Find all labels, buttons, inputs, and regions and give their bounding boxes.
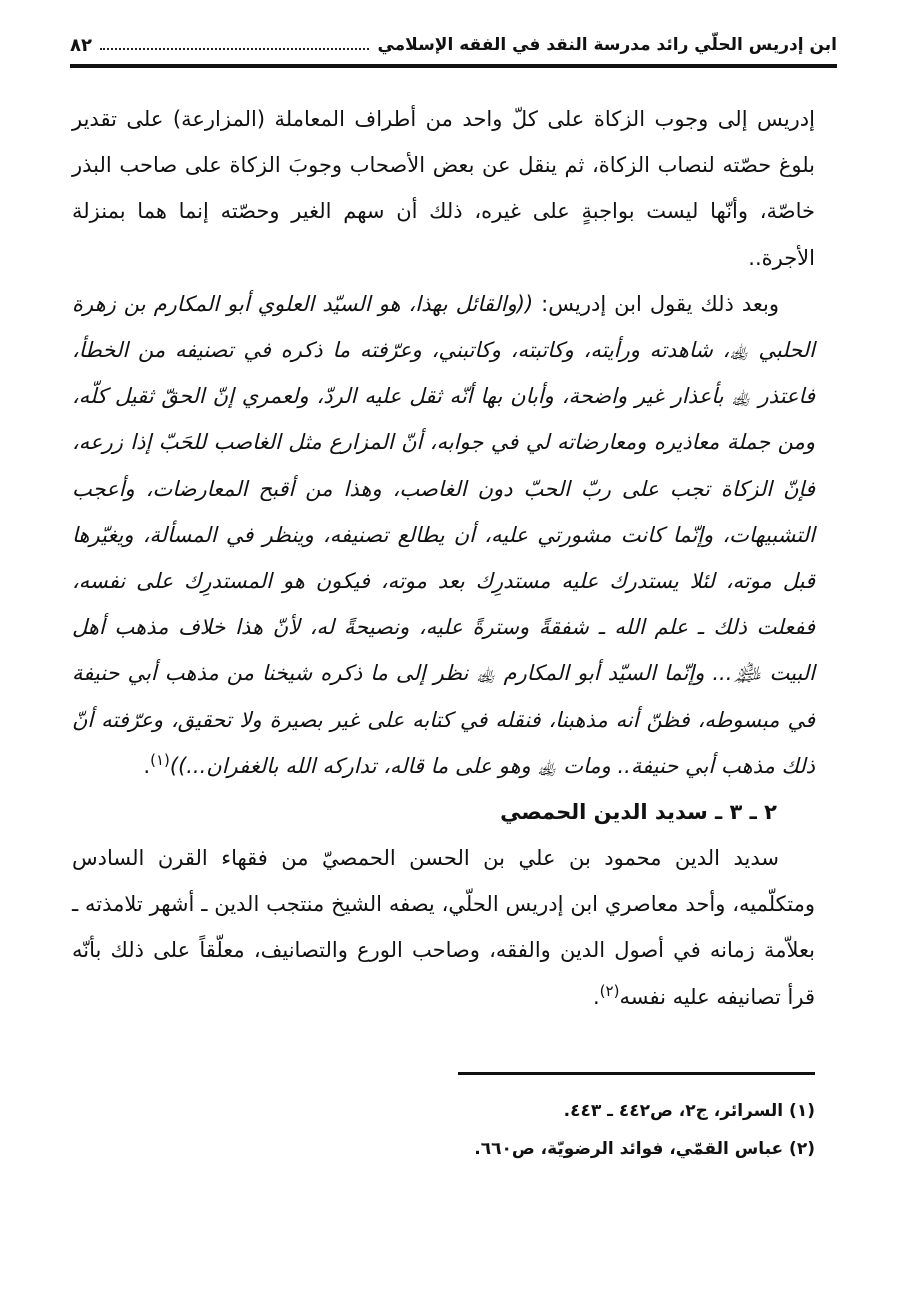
page-number: ٨٢ xyxy=(70,34,92,56)
section-heading: ٢ ـ ٣ ـ سديد الدين الحمصي xyxy=(500,800,777,825)
footnote-2: (٢) عباس القمّي، فوائد الرضويّة، ص٦٦٠. xyxy=(474,1139,815,1159)
main-text xyxy=(72,96,815,1020)
footnote-separator xyxy=(458,1072,815,1075)
paragraph-3-end: . xyxy=(592,984,600,1009)
footnote-1: (١) السرائر، ج٢، ص٤٤٢ ـ ٤٤٣. xyxy=(563,1101,815,1121)
paragraph-2 xyxy=(72,281,815,789)
paragraph-2-intro: وبعد ذلك يقول ابن إدريس: xyxy=(533,291,779,316)
paragraph-3-text: سديد الدين محمود بن علي بن الحسن الحمصيّ من فقهاء القرن السادس ومتكلّميه، وأحد معاصري ابن إدريس الحلّي، يصفه الشيخ منتجب الدين ـ أشهر تلامذته ـ بعلاّمة زمانه في أصول الدين والفقه، وصاحب الورع والتصانيف، معلّقاً على ذلك بأنّه قرأ تصانيفه عليه نفسه xyxy=(72,846,815,1009)
running-title: ابن إدريس الحلّي رائد مدرسة النقد في الفقه الإسلامي xyxy=(377,35,837,55)
paragraph-3 xyxy=(72,835,815,1020)
footnote-ref-1[interactable]: (١) xyxy=(150,750,170,769)
page-header xyxy=(70,28,837,62)
paragraph-1: إدريس إلى وجوب الزكاة على كلّ واحد من أطراف المعاملة (المزارعة) على تقدير بلوغ حصّته لنصاب الزكاة، ثم ينقل عن بعض الأصحاب وجوبَ الزكاة على صاحب البذر خاصّة، وأنّها ليست بواجبةٍ على غيره، ذلك أن سهم الغير وحصّته إنما هما بمنزلة الأجرة.. xyxy=(72,107,815,270)
footnotes xyxy=(72,1092,815,1168)
header-dot-leader xyxy=(100,48,369,50)
header-rule xyxy=(70,64,837,68)
footnote-ref-2[interactable]: (٢) xyxy=(599,981,620,1000)
ibn-idris-quotation: ((والقائل بهذا، هو السيّد العلوي أبو المكارم بن زهرة الحلبي ﵀، شاهدته ورأيته، وكاتبته، وكاتبني، وعرّفته ما ذكره في تصنيفه من الخطأ، فاعتذر ﵀ بأعذار غير واضحة، وأبان بها أنّه ثقل عليه الردّ، ولعمري إنّ الحقّ ثقيل كلّه، ومن جملة معاذيره ومعارضاته لي في جوابه، أنّ المزارع مثل الغاصب للحَبّ إذا زرعه، فإنّ الزكاة تجب على ربّ الحبّ دون الغاصب، وهذا من أقبح المعارضات، وأعجب التشبيهات، وإنّما كانت مشورتي عليه، أن يطالع تصنيفه، وينظر في المسألة، ويغيّرها قبل موته، لئلا يستدرك عليه مستدرِك بعد موته، فيكون هو المستدرِك على نفسه، ففعلت ذلك ـ علم الله ـ شفقةً وسترةً عليه، ونصيحةً له، لأنّ هذا خلاف مذهب أهل البيت ﵈... وإنّما السيّد أبو المكارم ﵀ نظر إلى ما ذكره شيخنا من مذهب أبي حنيفة في مبسوطه، فظنّ أنه مذهبنا، فنقله في كتابه على غير بصيرة ولا تحقيق، وعرّفته أنّ ذلك مذهب أبي حنيفة.. ومات ﵀ وهو على ما قاله، تداركه الله بالغفران...)) xyxy=(72,291,815,778)
paragraph-2-end: . xyxy=(143,753,151,778)
